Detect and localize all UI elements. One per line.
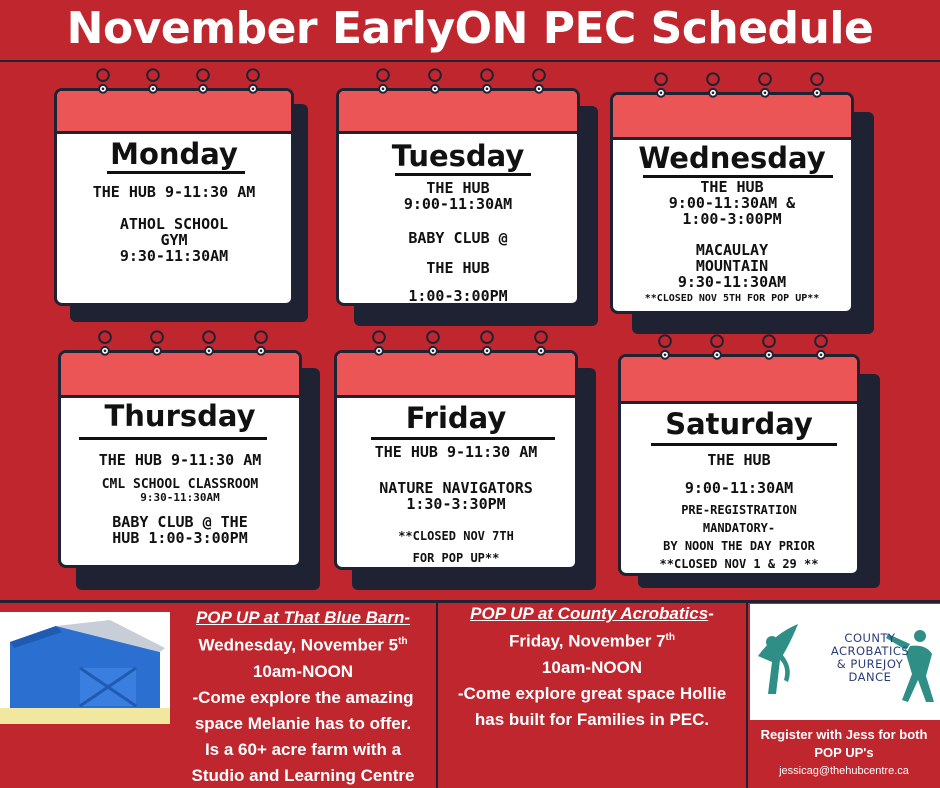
card-body xyxy=(58,350,302,568)
schedule-line: THE HUB 9-11:30 AM xyxy=(374,443,538,461)
card-header-band xyxy=(613,95,851,140)
popup-desc-line: space Melanie has to offer. xyxy=(194,713,412,733)
popup-heading: POP UP at That Blue Barn- xyxy=(195,608,411,627)
binder-ring-icon xyxy=(474,68,500,94)
popup-desc-line: -Come explore the amazing xyxy=(192,687,414,707)
schedule-line: THE HUB xyxy=(426,179,490,197)
popup-desc-line: Studio and Learning Centre xyxy=(191,765,415,785)
schedule-line: THE HUB xyxy=(707,451,771,469)
logo-line: DANCE xyxy=(848,670,892,684)
schedule-line: HUB 1:00-3:00PM xyxy=(112,529,248,547)
binder-ring-icon xyxy=(756,334,782,360)
popup-county-acrobatics xyxy=(438,602,746,732)
binder-ring-icon xyxy=(196,330,222,356)
logo-line: & PUREJOY xyxy=(836,657,904,671)
binder-ring-icon xyxy=(144,330,170,356)
page-title: November EarlyON PEC Schedule xyxy=(66,3,874,54)
card-header-band xyxy=(339,91,577,134)
day-underline xyxy=(395,173,531,176)
schedule-line: THE HUB xyxy=(426,259,490,277)
schedule-line: NATURE NAVIGATORS xyxy=(379,479,533,497)
binder-ring-icon xyxy=(190,68,216,94)
calendar-card-wednesday xyxy=(610,70,874,332)
popup-heading-dash: - xyxy=(708,604,714,623)
binder-ring-icon xyxy=(652,334,678,360)
day-name: Tuesday xyxy=(391,139,525,173)
schedule-line: 9:30-11:30AM xyxy=(119,247,229,265)
popup-time: 10am-NOON xyxy=(541,657,643,677)
calendar-card-thursday xyxy=(58,326,322,588)
binder-ring-icon xyxy=(90,68,116,94)
popup-date xyxy=(170,630,436,658)
binder-ring-icon xyxy=(704,334,730,360)
schedule-line: 9:30-11:30AM xyxy=(677,273,787,291)
popup-date-text: Wednesday, November 5 xyxy=(198,635,399,655)
register-info xyxy=(748,726,940,780)
schedule-line: THE HUB xyxy=(700,178,764,196)
card-body xyxy=(54,88,294,306)
schedule-line: MOUNTAIN xyxy=(695,257,769,275)
binder-ring-icon xyxy=(648,72,674,98)
binder-ring-icon xyxy=(420,330,446,356)
day-name: Monday xyxy=(110,137,238,171)
day-name: Thursday xyxy=(104,399,256,433)
binder-ring-icon xyxy=(422,68,448,94)
schedule-line: 1:30-3:30PM xyxy=(406,495,506,513)
binder-ring-icon xyxy=(526,68,552,94)
binder-ring-icon xyxy=(366,330,392,356)
card-body xyxy=(618,354,860,576)
barn-image xyxy=(0,612,170,724)
popup-desc-line: -Come explore great space Hollie xyxy=(457,683,727,703)
barn-icon xyxy=(0,612,170,724)
schedule-line: GYM xyxy=(160,231,188,249)
day-underline xyxy=(79,437,267,440)
logo-line: ACROBATICS xyxy=(830,644,910,658)
day-name: Friday xyxy=(405,401,507,435)
day-underline xyxy=(371,437,555,440)
binder-ring-icon xyxy=(474,330,500,356)
schedule-line: THE HUB 9-11:30 AM xyxy=(98,451,262,469)
popup-date xyxy=(438,626,746,654)
schedule-line: BABY CLUB @ THE xyxy=(112,513,248,531)
card-header-band xyxy=(57,91,291,134)
schedule-line: 1:00-3:00PM xyxy=(682,210,782,228)
card-header-band xyxy=(61,353,299,398)
day-underline xyxy=(107,171,245,174)
calendar-card-saturday xyxy=(618,332,882,594)
binder-ring-icon xyxy=(700,72,726,98)
popup-blue-barn xyxy=(170,606,436,788)
register-line: POP UP's xyxy=(814,745,874,760)
popup-time: 10am-NOON xyxy=(252,661,354,681)
binder-ring-icon xyxy=(528,330,554,356)
binder-ring-icon xyxy=(248,330,274,356)
register-email: jessicag@thehubcentre.ca xyxy=(779,765,909,777)
day-name: Wednesday xyxy=(638,141,826,175)
schedule-line: MANDATORY- xyxy=(702,521,776,535)
popup-heading xyxy=(438,602,746,626)
calendar-card-tuesday xyxy=(334,64,598,326)
binder-ring-icon xyxy=(752,72,778,98)
popup-desc-line: Is a 60+ acre farm with a xyxy=(204,739,402,759)
logo-line: COUNTY xyxy=(844,631,896,645)
card-body xyxy=(610,92,854,314)
binder-ring-icon xyxy=(804,72,830,98)
schedule-line: THE HUB 9-11:30 AM xyxy=(92,183,256,201)
card-header-band xyxy=(337,353,575,398)
schedule-line: **CLOSED NOV 7TH xyxy=(398,529,514,543)
binder-ring-icon xyxy=(240,68,266,94)
card-body xyxy=(334,350,578,570)
card-body xyxy=(336,88,580,306)
day-underline xyxy=(651,443,837,446)
popup-date-suffix: th xyxy=(665,632,675,643)
day-name: Saturday xyxy=(665,407,813,441)
popup-desc-line: has built for Families in PEC. xyxy=(474,709,710,729)
schedule-line: ATHOL SCHOOL xyxy=(119,215,229,233)
schedule-line: MACAULAY xyxy=(695,241,769,259)
schedule-line: 9:00-11:30AM xyxy=(403,195,513,213)
binder-ring-icon xyxy=(370,68,396,94)
schedule-line: 9:00-11:30AM & xyxy=(668,194,796,212)
popup-date-suffix: th xyxy=(398,636,408,647)
schedule-line: 1:00-3:00PM xyxy=(408,287,508,305)
register-line: Register with Jess for both xyxy=(760,727,928,742)
schedule-line: **CLOSED NOV 1 & 29 ** xyxy=(659,557,819,571)
schedule-line: CML SCHOOL CLASSROOM xyxy=(101,477,259,492)
logo-text xyxy=(800,632,940,684)
binder-ring-icon xyxy=(808,334,834,360)
calendar-card-friday xyxy=(332,326,596,588)
card-header-band xyxy=(621,357,857,404)
calendar-card-monday xyxy=(52,62,312,322)
popup-heading-text: POP UP at County Acrobatics xyxy=(470,604,709,623)
binder-ring-icon xyxy=(92,330,118,356)
binder-ring-icon xyxy=(140,68,166,94)
schedule-line: 9:00-11:30AM xyxy=(684,479,794,497)
schedule-line: 9:30-11:30AM xyxy=(140,491,220,504)
popup-date-text: Friday, November 7 xyxy=(509,631,666,651)
schedule-line: FOR POP UP** xyxy=(412,551,500,565)
schedule-line: BY NOON THE DAY PRIOR xyxy=(663,539,815,553)
schedule-line: BABY CLUB @ xyxy=(408,229,508,247)
schedule-line: **CLOSED NOV 5TH FOR POP UP** xyxy=(644,293,820,304)
schedule-line: PRE-REGISTRATION xyxy=(681,503,797,517)
